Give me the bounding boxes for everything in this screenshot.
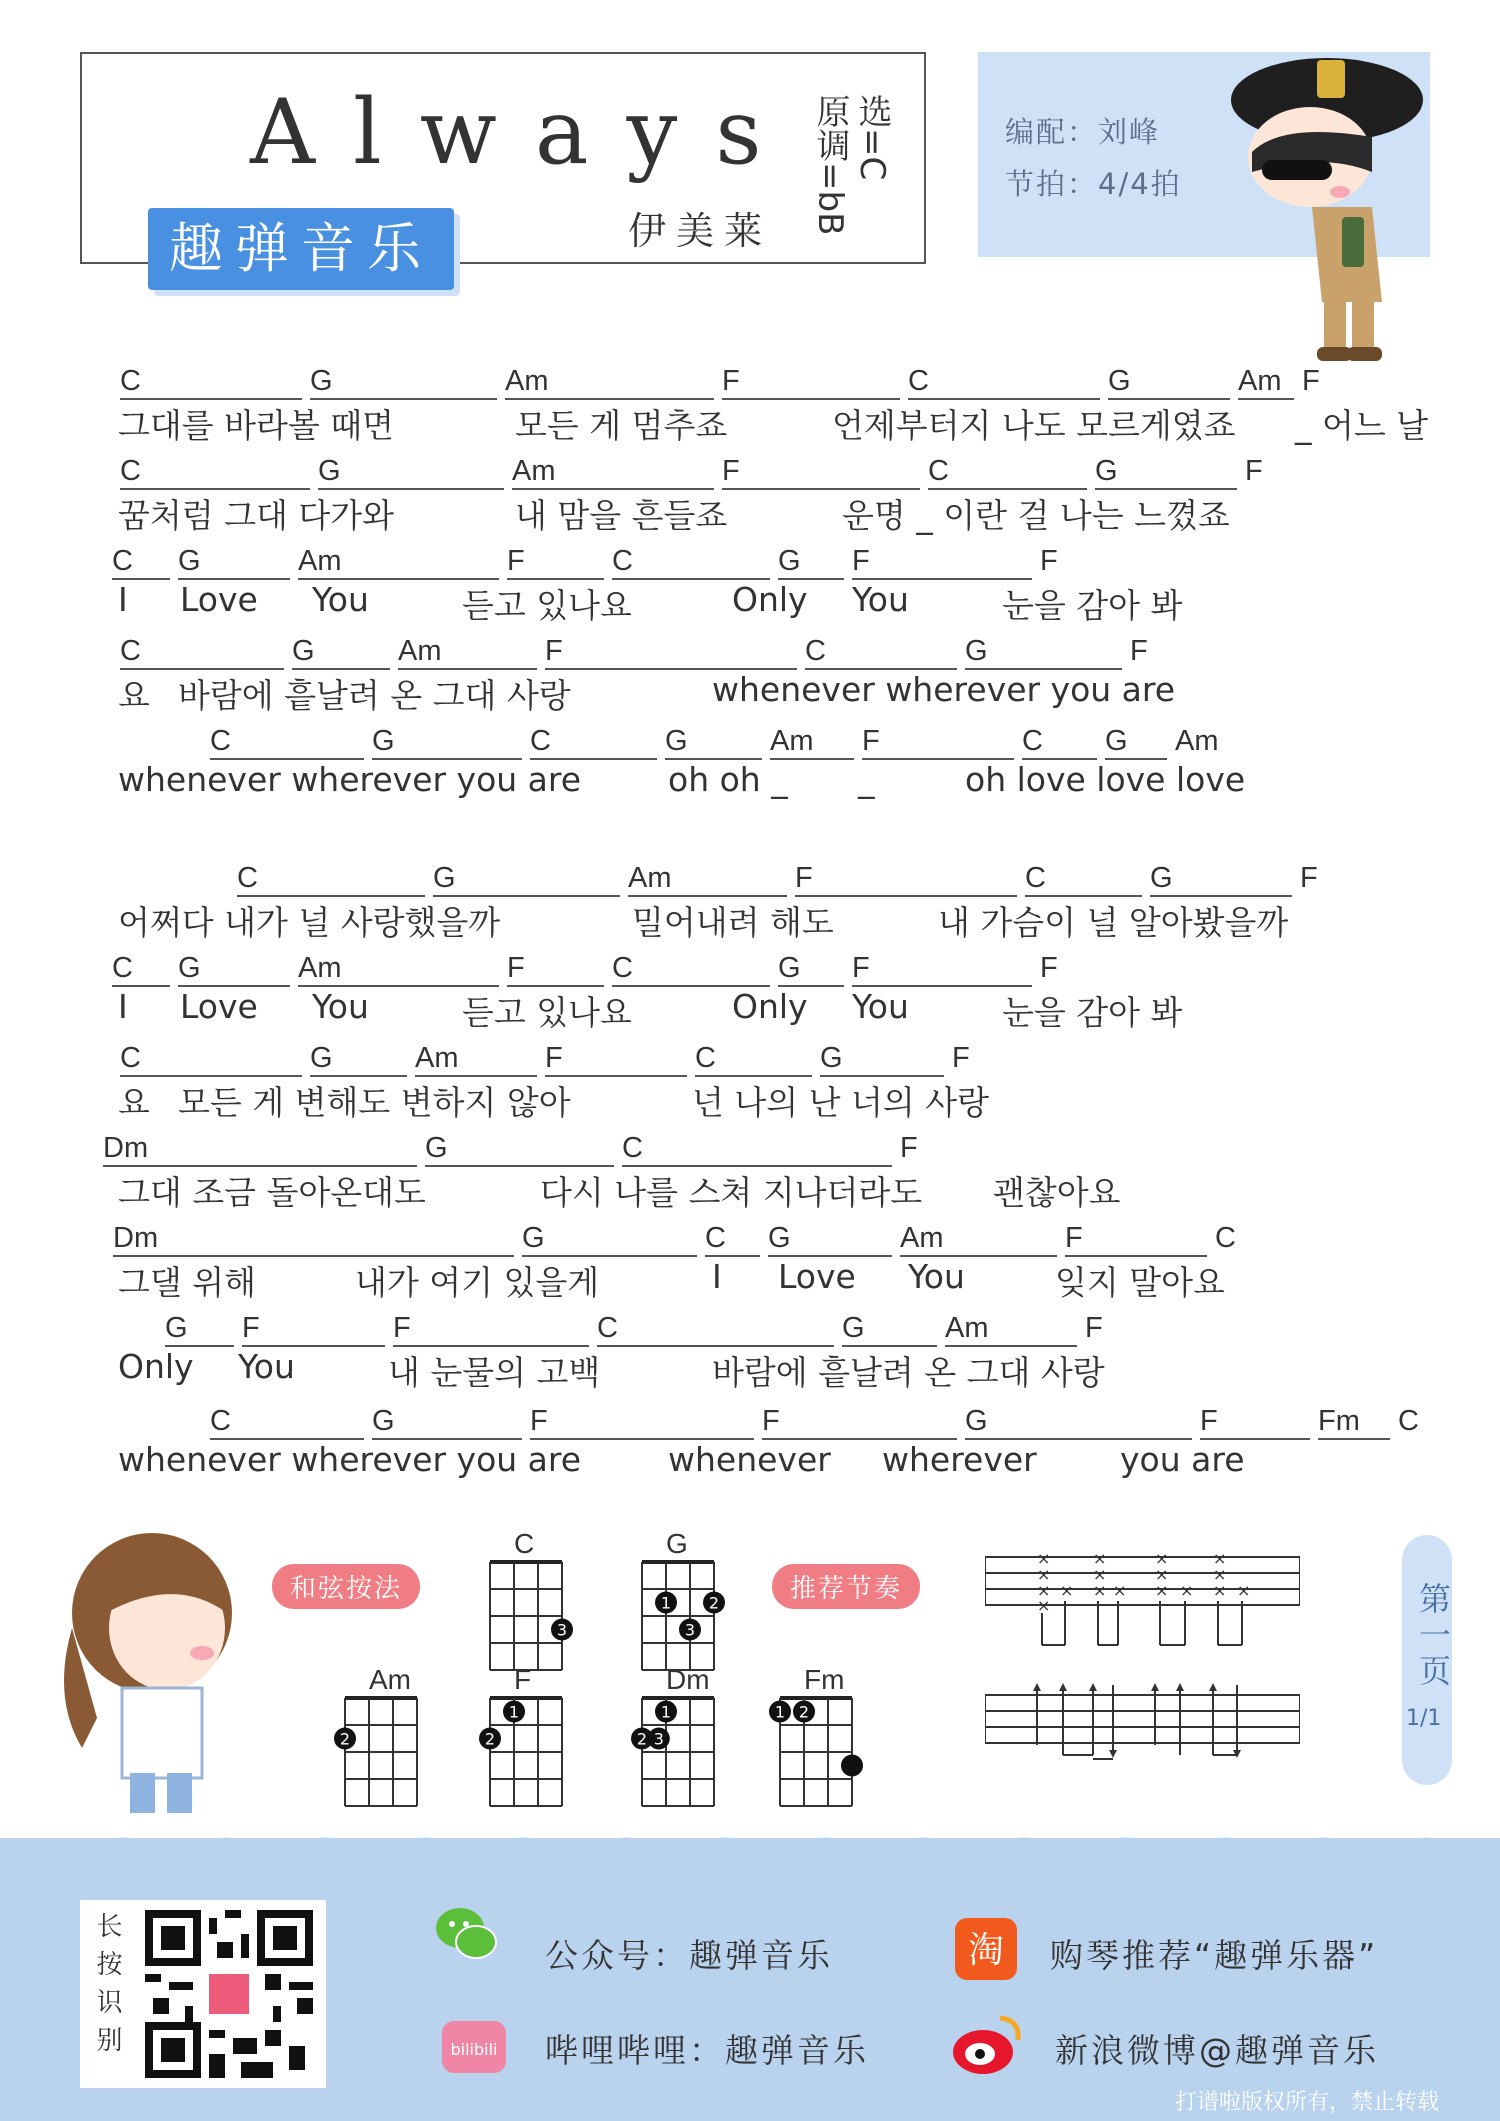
chord-label: C — [1025, 862, 1046, 894]
svg-text:×: × — [1213, 1581, 1227, 1600]
chord-label: C — [120, 455, 141, 487]
lyric-text: 내 가슴이 널 알아봤을까 — [938, 903, 1289, 942]
chord-label: F — [722, 455, 740, 487]
lyric-text: 괜찮아요 — [993, 1173, 1121, 1212]
chord-label: G — [665, 725, 688, 757]
chord-duration-line — [1318, 1438, 1390, 1440]
lyric-text: 운명 _ 이란 걸 나는 느꼈죠 — [842, 496, 1230, 535]
lyric-text: I — [118, 580, 128, 619]
chord-diagram-Fm — [768, 1694, 864, 1814]
chord-label: Am — [1175, 725, 1219, 757]
svg-text:×: × — [1213, 1549, 1227, 1568]
chord-label: C — [705, 1222, 726, 1254]
chord-label: F — [762, 1405, 780, 1437]
chord-diagram-name: G — [666, 1528, 688, 1559]
chord-label: C — [1215, 1222, 1236, 1254]
chord-label: F — [952, 1042, 970, 1074]
chord-duration-line — [1238, 398, 1294, 400]
svg-text:×: × — [1037, 1565, 1051, 1584]
svg-text:2: 2 — [339, 1729, 351, 1749]
lyric-text: 내 눈물의 고백 — [388, 1353, 601, 1392]
chord-label: G — [292, 635, 315, 667]
chord-diagram-Am — [333, 1694, 429, 1814]
lyric-text: 어쩌다 내가 널 사랑했을까 — [118, 903, 501, 942]
svg-text:3: 3 — [653, 1729, 664, 1749]
chord-label: G — [820, 1042, 843, 1074]
lyric-text: You — [852, 580, 909, 619]
chord-label: F — [530, 1405, 548, 1437]
lyric-text: 바람에 흩날려 온 그대 사랑 — [178, 676, 571, 715]
lyric-text: whenever — [668, 1440, 831, 1479]
chord-label: F — [1200, 1405, 1218, 1437]
chord-diagram-Dm — [630, 1694, 726, 1814]
lyric-text: Only — [118, 1347, 194, 1386]
chord-label: F — [900, 1132, 918, 1164]
chord-diagram-name: Am — [369, 1664, 411, 1695]
lyric-text: 그대를 바라볼 때면 — [118, 406, 395, 445]
svg-text:2: 2 — [636, 1729, 648, 1749]
chord-label: F — [507, 545, 525, 577]
chord-label: C — [112, 952, 133, 984]
lyric-text: 다시 나를 스쳐 지나더라도 — [540, 1173, 923, 1212]
chord-diagram-name: F — [514, 1664, 532, 1695]
chord-label: Am — [298, 952, 342, 984]
lyric-text: I — [118, 987, 128, 1026]
chord-label: F — [852, 545, 870, 577]
page-label: 第一页 — [1414, 1582, 1452, 1690]
lyric-text: You — [312, 580, 369, 619]
lyric-text: 그대 조금 돌아온대도 — [118, 1173, 426, 1212]
svg-text:×: × — [1155, 1549, 1169, 1568]
svg-text:2: 2 — [484, 1729, 496, 1749]
meter: 节拍：4/4拍 — [1005, 167, 1182, 201]
weibo-text: 新浪微博@趣弹音乐 — [1055, 2031, 1379, 2070]
page-number: 1/1 — [1406, 1706, 1442, 1731]
chord-label: F — [1040, 545, 1058, 577]
lyric-text: whenever wherever you are — [118, 760, 582, 799]
chord-label: F — [852, 952, 870, 984]
chord-label: F — [862, 725, 880, 757]
lyric-text: Only — [732, 987, 808, 1026]
chord-label: G — [372, 725, 395, 757]
lyric-text: 언제부터지 나도 모르게였죠 — [832, 406, 1236, 445]
chord-label: F — [1302, 365, 1320, 397]
lyric-text: _ 어느 날 — [1295, 406, 1429, 445]
lyric-text: Love — [778, 1257, 856, 1296]
svg-text:×: × — [1155, 1565, 1169, 1584]
svg-text:淘: 淘 — [967, 1930, 1005, 1971]
lyric-text: I — [712, 1257, 722, 1296]
chord-label: G — [372, 1405, 395, 1437]
chord-label: F — [1300, 862, 1318, 894]
lyric-text: 모든 게 멈추죠 — [515, 406, 728, 445]
chord-label: F — [242, 1312, 260, 1344]
chord-diagram-F — [478, 1694, 574, 1814]
lyric-text: oh oh _ — [668, 760, 788, 799]
rhythm-pattern — [985, 1545, 1300, 1775]
chord-label: Am — [770, 725, 814, 757]
svg-text:bilibili: bilibili — [450, 2040, 498, 2059]
bilibili-text: 哔哩哔哩：趣弹音乐 — [545, 2031, 869, 2070]
chord-label: C — [908, 365, 929, 397]
lyric-text: 넌 나의 난 너의 사랑 — [692, 1083, 989, 1122]
svg-text:3: 3 — [684, 1620, 696, 1640]
song-title: Always — [250, 80, 800, 185]
svg-text:×: × — [1237, 1581, 1251, 1600]
svg-text:1: 1 — [508, 1702, 520, 1722]
chord-label: C — [530, 725, 551, 757]
lyric-text: Only — [732, 580, 808, 619]
chord-label: Am — [398, 635, 442, 667]
svg-text:2: 2 — [798, 1702, 810, 1722]
artist-name: 伊美莱 — [628, 209, 773, 253]
chord-label: C — [695, 1042, 716, 1074]
lyric-text: 요 — [118, 1083, 150, 1122]
chord-label: G — [165, 1312, 188, 1344]
chord-label: Am — [298, 545, 342, 577]
lyric-text: whenever wherever you are — [712, 670, 1176, 709]
key-select: 选=C — [852, 94, 892, 181]
chord-label: F — [545, 635, 563, 667]
svg-text:×: × — [1037, 1596, 1051, 1615]
chord-label: G — [842, 1312, 865, 1344]
chord-label: G — [965, 1405, 988, 1437]
chord-label: Am — [505, 365, 549, 397]
lyric-text: You — [852, 987, 909, 1026]
chord-label: Fm — [1318, 1405, 1360, 1437]
chord-label: C — [805, 635, 826, 667]
chord-diagram-name: C — [514, 1528, 535, 1559]
chord-label: G — [318, 455, 341, 487]
lyric-text: 듣고 있나요 — [462, 586, 632, 625]
lyric-text: Love — [180, 987, 258, 1026]
lyric-text: 꿈처럼 그대 다가와 — [118, 496, 395, 535]
svg-text:1: 1 — [660, 1593, 672, 1613]
chord-label: Am — [945, 1312, 989, 1344]
svg-text:×: × — [1093, 1565, 1107, 1584]
lyric-text: whenever wherever you are — [118, 1440, 582, 1479]
lyric-text: wherever — [882, 1440, 1037, 1479]
bilibili-icon — [440, 2015, 508, 2075]
lyric-text: 듣고 있나요 — [462, 993, 632, 1032]
wechat-text: 公众号：趣弹音乐 — [545, 1936, 833, 1975]
soldier-cartoon-icon — [1222, 42, 1437, 372]
key-original: 原调=bB — [810, 94, 850, 236]
lyric-text: 밀어내려 해도 — [632, 903, 834, 942]
lyric-text: 모든 게 변해도 변하지 않아 — [178, 1083, 571, 1122]
girl-cartoon-icon — [52, 1518, 252, 1818]
chord-label: C — [928, 455, 949, 487]
chord-label: C — [1398, 1405, 1419, 1437]
chord-label: G — [768, 1222, 791, 1254]
chord-label: G — [1095, 455, 1118, 487]
chord-label: C — [210, 725, 231, 757]
chord-diagram-name: Fm — [804, 1664, 845, 1695]
chord-label: C — [612, 545, 633, 577]
chord-label: Am — [900, 1222, 944, 1254]
chord-label: F — [795, 862, 813, 894]
lyric-text: _ — [858, 760, 875, 799]
svg-text:×: × — [1113, 1581, 1127, 1600]
lyric-text: 내가 여기 있을게 — [355, 1263, 600, 1302]
svg-text:×: × — [1093, 1581, 1107, 1600]
chord-label: G — [522, 1222, 545, 1254]
chord-label: F — [722, 365, 740, 397]
chord-label: G — [1105, 725, 1128, 757]
chord-label: Dm — [103, 1132, 149, 1164]
chord-label: C — [120, 635, 141, 667]
chord-label: F — [1065, 1222, 1083, 1254]
weibo-icon — [950, 2010, 1025, 2078]
qr-code-icon[interactable] — [145, 1910, 313, 2078]
chord-label: G — [178, 952, 201, 984]
svg-text:×: × — [1037, 1581, 1051, 1600]
chord-label: F — [1245, 455, 1263, 487]
svg-text:×: × — [1037, 1549, 1051, 1568]
chord-label: C — [237, 862, 258, 894]
chord-label: C — [597, 1312, 618, 1344]
chord-label: F — [545, 1042, 563, 1074]
lyric-text: you are — [1120, 1440, 1245, 1479]
chord-label: G — [425, 1132, 448, 1164]
lyric-text: 눈을 감아 봐 — [1002, 993, 1183, 1032]
chord-label: C — [120, 1042, 141, 1074]
chord-label: G — [310, 1042, 333, 1074]
chord-label: C — [112, 545, 133, 577]
chord-label: G — [965, 635, 988, 667]
chord-label: C — [1022, 725, 1043, 757]
chord-fingering-label: 和弦按法 — [272, 1564, 420, 1609]
svg-text:2: 2 — [708, 1593, 720, 1613]
lyric-text: You — [908, 1257, 965, 1296]
chord-label: C — [120, 365, 141, 397]
lyric-text: Love — [180, 580, 258, 619]
chord-label: G — [310, 365, 333, 397]
chord-label: Am — [415, 1042, 459, 1074]
svg-text:×: × — [1093, 1549, 1107, 1568]
svg-text:×: × — [1180, 1581, 1194, 1600]
chord-diagram-G — [630, 1558, 726, 1678]
chord-diagram-C — [478, 1558, 574, 1678]
chord-label: C — [210, 1405, 231, 1437]
chord-label: Am — [628, 862, 672, 894]
chord-label: F — [1085, 1312, 1103, 1344]
chord-label: G — [778, 545, 801, 577]
chord-label: F — [1040, 952, 1058, 984]
lyric-text: 눈을 감아 봐 — [1002, 586, 1183, 625]
chord-label: C — [612, 952, 633, 984]
taobao-icon — [955, 1918, 1017, 1980]
chord-label: F — [1130, 635, 1148, 667]
lyric-text: oh love love love — [965, 760, 1246, 799]
lyric-text: 바람에 흩날려 온 그대 사랑 — [712, 1353, 1105, 1392]
chord-label: C — [622, 1132, 643, 1164]
qr-label: 长按识别 — [92, 1912, 122, 2064]
chord-label: Am — [1238, 365, 1282, 397]
taobao-text: 购琴推荐“趣弹乐器” — [1050, 1936, 1379, 1975]
chord-label: G — [178, 545, 201, 577]
chord-label: G — [1150, 862, 1173, 894]
svg-text:1: 1 — [660, 1702, 672, 1722]
lyric-text: 요 — [118, 676, 150, 715]
copyright-notice: 打谱啦版权所有，禁止转载 — [1175, 2090, 1440, 2115]
chord-label: Dm — [113, 1222, 159, 1254]
svg-text:1: 1 — [774, 1702, 786, 1722]
svg-text:3: 3 — [556, 1620, 568, 1640]
wechat-icon — [432, 1900, 500, 1968]
lyric-text: 내 맘을 흔들죠 — [515, 496, 728, 535]
svg-text:×: × — [1213, 1565, 1227, 1584]
chord-label: F — [393, 1312, 411, 1344]
chord-label: G — [433, 862, 456, 894]
rhythm-label: 推荐节奏 — [772, 1564, 920, 1609]
chord-label: Am — [512, 455, 556, 487]
lyric-text: 잊지 말아요 — [1055, 1263, 1225, 1302]
brand-badge: 趣弹音乐 — [148, 208, 454, 290]
svg-text:×: × — [1155, 1581, 1169, 1600]
lyric-text: 그댈 위해 — [118, 1263, 257, 1302]
arranger: 编配：刘峰 — [1005, 115, 1161, 149]
lyric-text: You — [238, 1347, 295, 1386]
chord-diagram-name: Dm — [666, 1664, 710, 1695]
chord-label: G — [778, 952, 801, 984]
svg-text:×: × — [1060, 1581, 1074, 1600]
lyric-text: You — [312, 987, 369, 1026]
chord-label: F — [507, 952, 525, 984]
chord-label: G — [1108, 365, 1131, 397]
